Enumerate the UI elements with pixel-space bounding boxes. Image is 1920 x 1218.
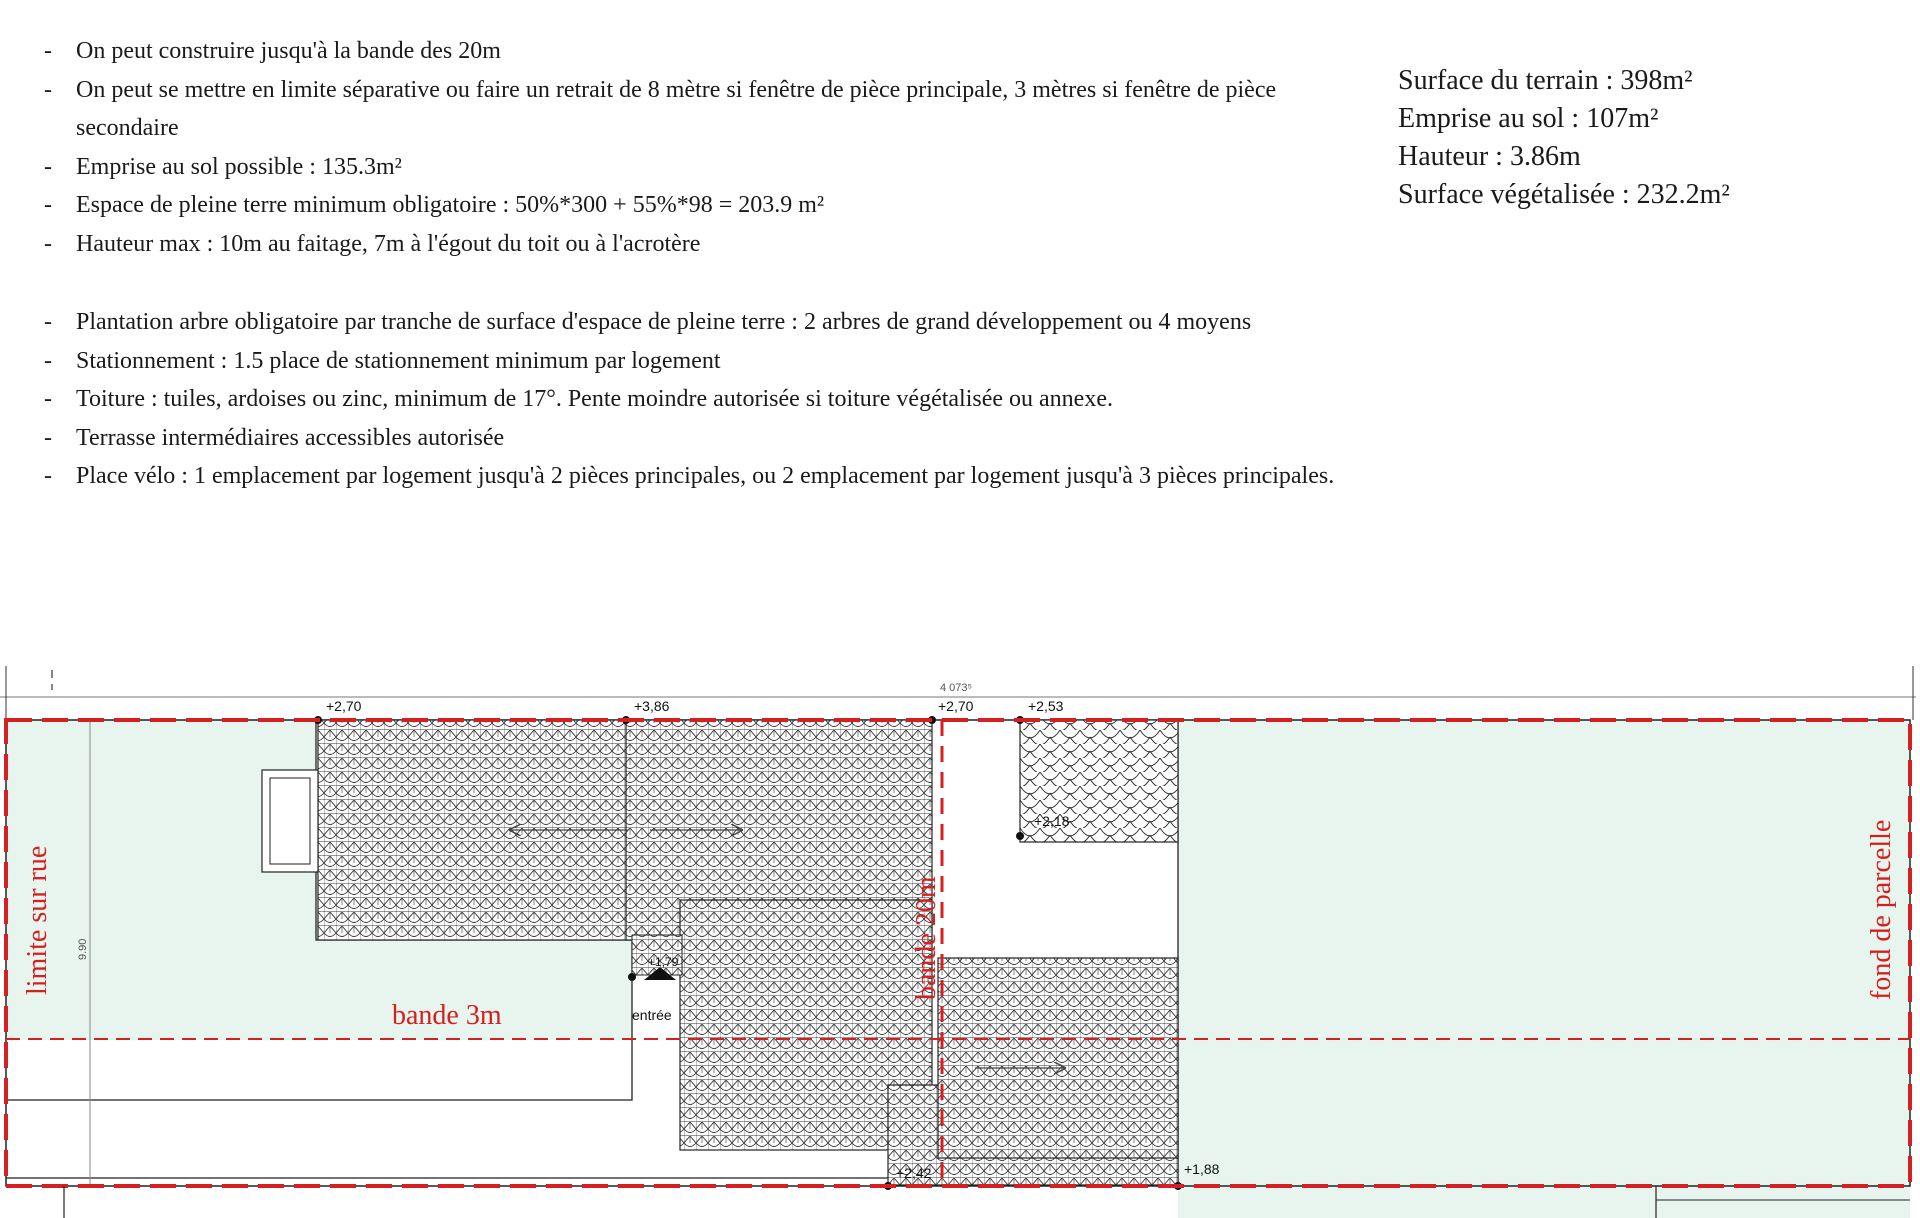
rule-item: - Emprise au sol possible : 135.3m² [38,148,1338,187]
summary-emprise: Emprise au sol : 107m² [1398,103,1659,134]
bande-20m-label: bande 20m [911,876,942,1000]
total-length-label: 4 073⁵ [940,682,973,694]
summary-vegetalisee: Surface végétalisée : 232.2m² [1398,179,1730,210]
entry-label: entrée [632,1007,672,1023]
bande-3m-label: bande 3m [392,1000,502,1031]
site-plan [0,660,1920,1218]
rule-item: - Stationnement : 1.5 place de stationnement minimum par logement [38,342,1338,381]
level-label: +2,70 [938,698,974,714]
width-label: 9.90 [77,938,89,960]
fond-parcelle-label: fond de parcelle [1866,819,1897,1000]
rule-item: - Hauteur max : 10m au faitage, 7m à l'égout du toit ou à l'acrotère [38,225,1338,264]
level-label: +3,86 [634,698,670,714]
level-label: +1,88 [1184,1161,1220,1177]
roof-rear-block [938,958,1178,1158]
limite-rue-label: limite sur rue [22,845,53,995]
rule-item: - Place vélo : 1 emplacement par logement jusqu'à 2 pièces principales, ou 2 emplacement par logement jusqu'à 3 pièces principales. [38,457,1338,496]
rule-item: - On peut construire jusqu'à la bande des 20m [38,32,1338,71]
level-label: +2,42 [896,1165,932,1181]
summary-hauteur: Hauteur : 3.86m [1398,141,1581,172]
rule-item: - Toiture : tuiles, ardoises ou zinc, minimum de 17°. Pente moindre autorisée si toiture végétalisée ou annexe. [38,380,1338,419]
rule-item: - Espace de pleine terre minimum obligatoire : 50%*300 + 55%*98 = 203.9 m² [38,186,1338,225]
level-label: +2,18 [1034,813,1070,829]
level-label: +1,79 [648,955,679,969]
surface-summary [1398,62,1730,214]
rule-item: - On peut se mettre en limite séparative ou faire un retrait de 8 mètre si fenêtre de pièce principale, 3 mètres si fenêtre de pièce secondaire [38,71,1338,148]
green-zone-rear [1178,720,1910,1218]
regulation-list [38,32,1338,496]
rule-item: - Plantation arbre obligatoire par tranche de surface d'espace de pleine terre : 2 arbres de grand développement ou 4 moyens [38,303,1338,342]
level-label: +2,53 [1028,698,1064,714]
rule-item: - Terrasse intermédiaires accessibles autorisée [38,419,1338,458]
summary-surface-terrain: Surface du terrain : 398m² [1398,65,1693,96]
level-label: +2,70 [326,698,362,714]
